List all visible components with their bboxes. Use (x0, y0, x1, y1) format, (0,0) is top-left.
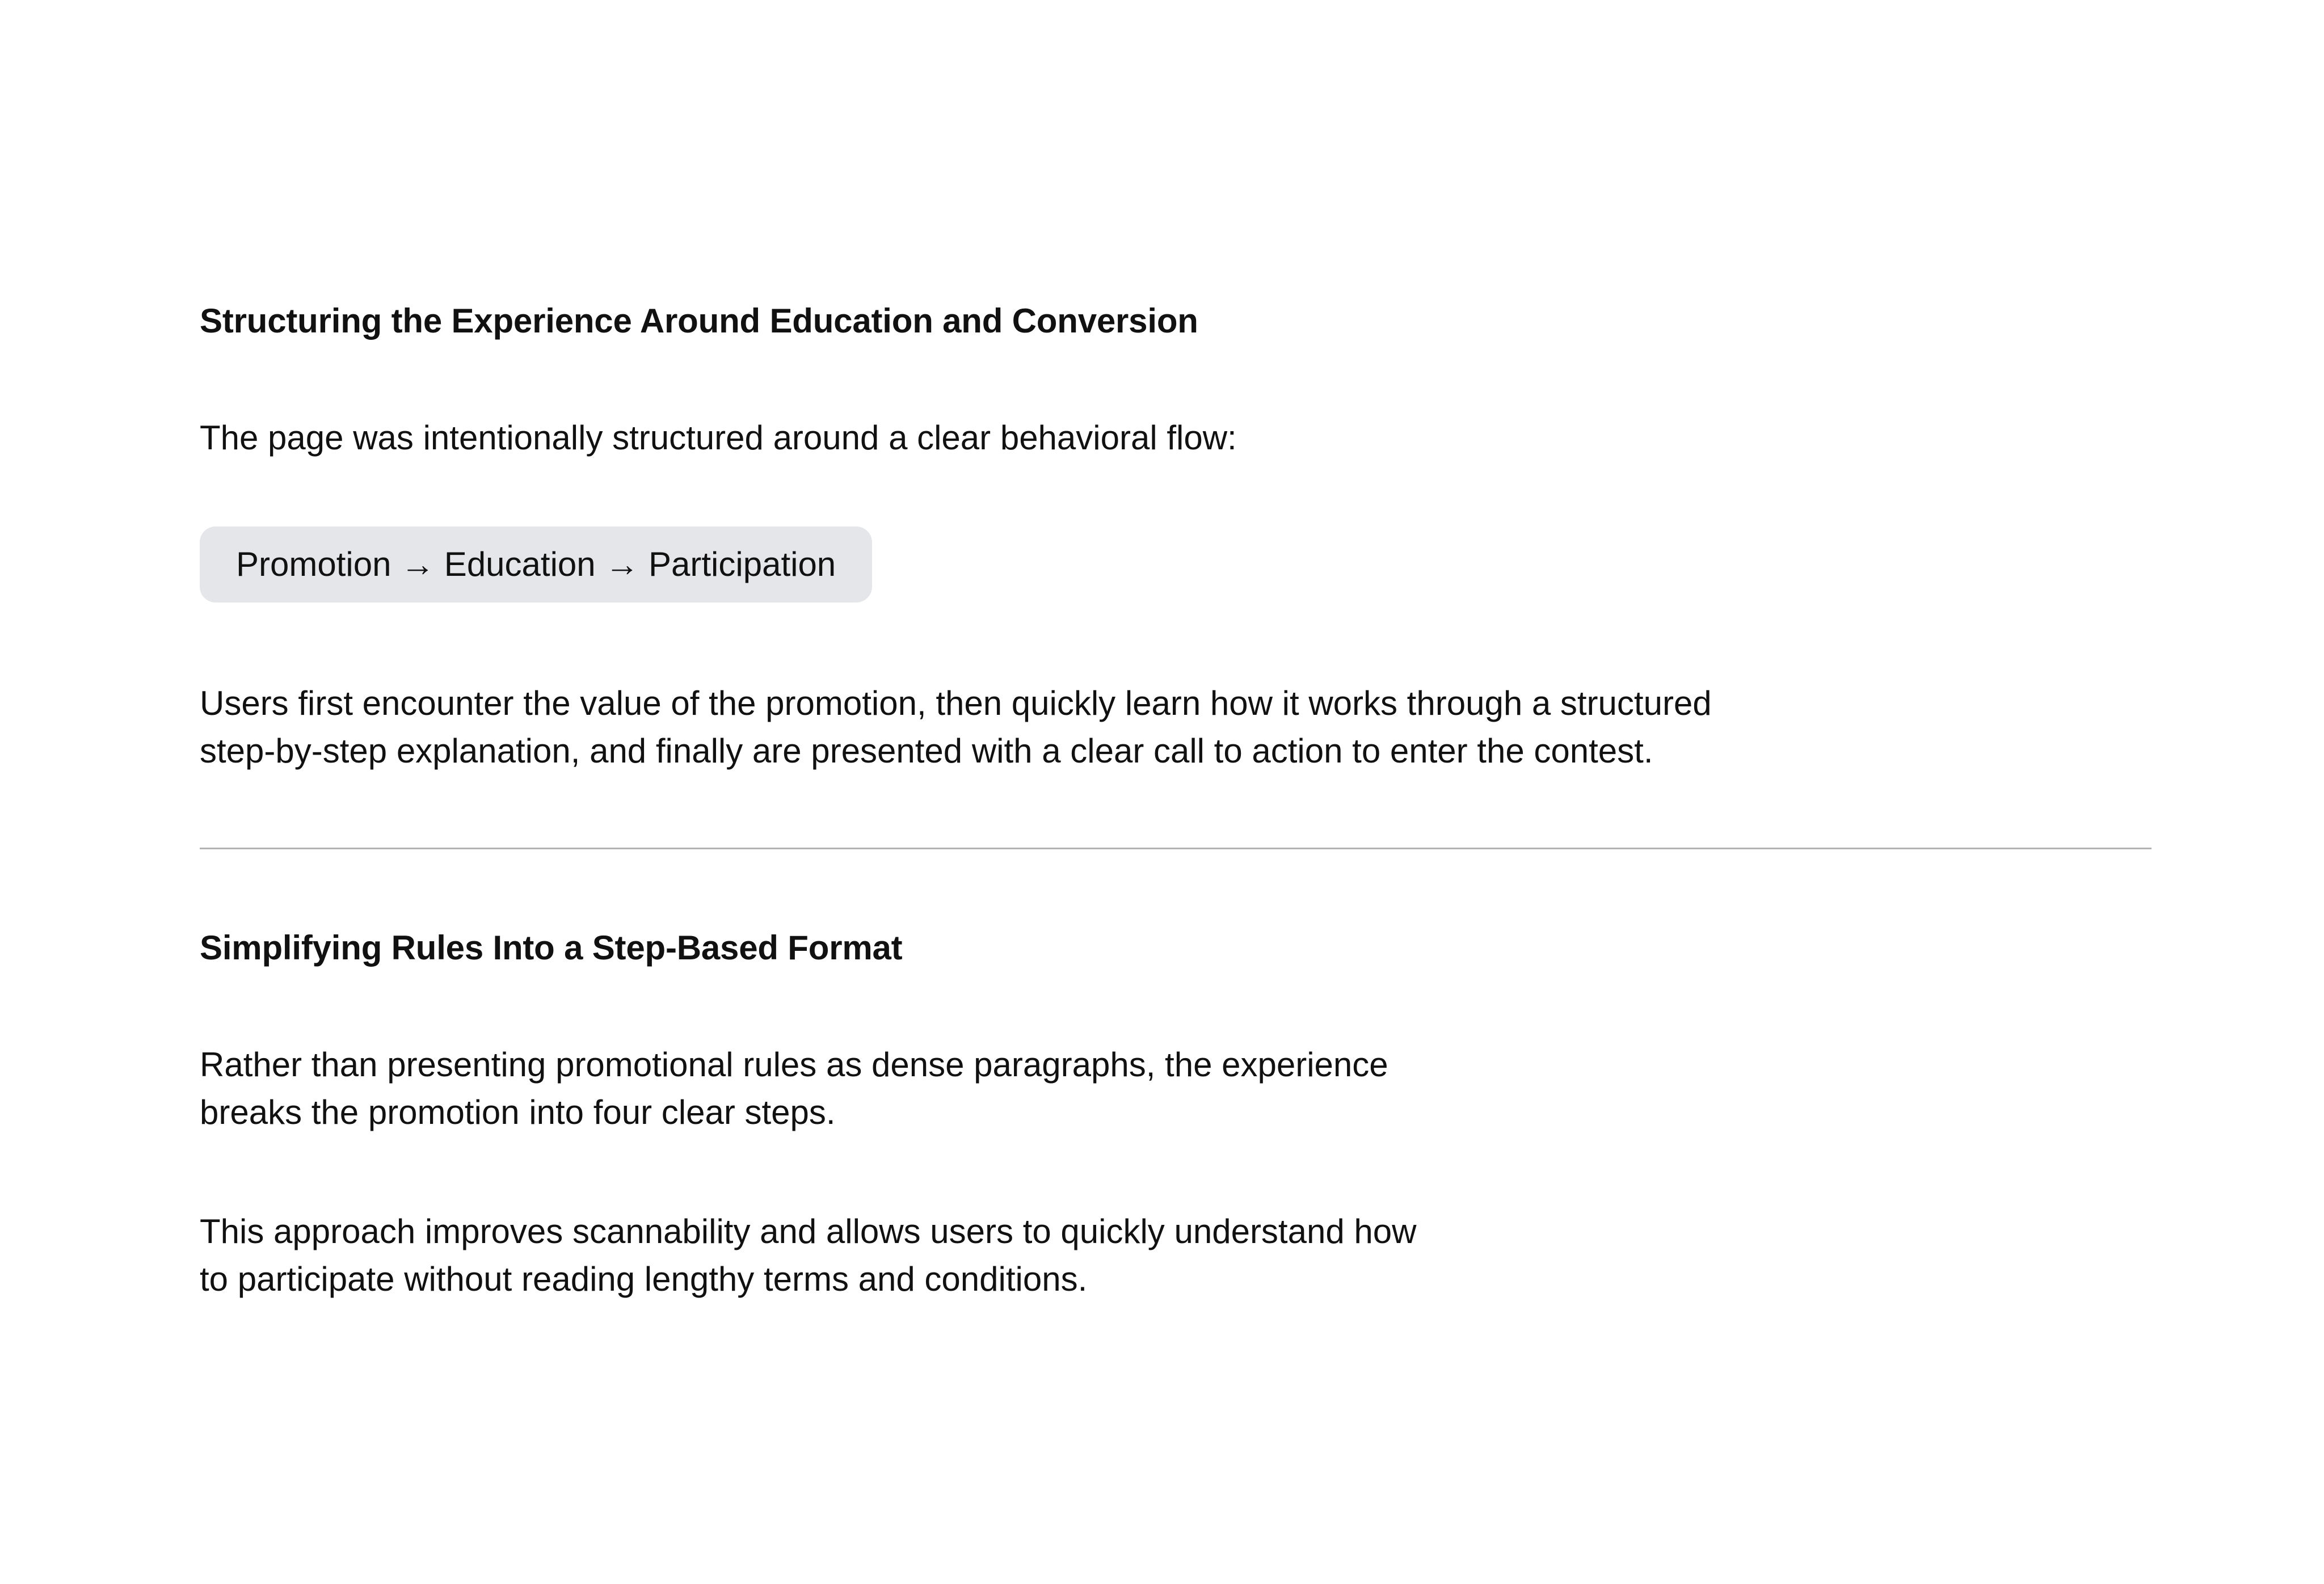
section-heading-simplifying-rules: Simplifying Rules Into a Step-Based Format (200, 929, 903, 967)
article-content (200, 295, 2152, 1303)
rules-paragraph-2-line-1: This approach improves scannability and allows users to quickly understand how (200, 1212, 1417, 1250)
section-heading-structuring-experience: Structuring the Experience Around Education and Conversion (200, 302, 1198, 340)
rules-paragraph-2 (200, 1208, 1516, 1303)
flow-explanation-paragraph (200, 680, 2072, 775)
flow-explanation-line-2: step-by-step explanation, and finally are presented with a clear call to action to enter the contest. (200, 732, 1653, 770)
rules-paragraph-1 (200, 1041, 1516, 1136)
flow-intro-text: The page was intentionally structured around a clear behavioral flow: (200, 419, 1237, 457)
flow-explanation-line-1: Users first encounter the value of the promotion, then quickly learn how it works through a structured (200, 684, 1712, 722)
rules-paragraph-1-line-1: Rather than presenting promotional rules as dense paragraphs, the experience (200, 1046, 1388, 1084)
behavioral-flow-pill: Promotion → Education → Participation (200, 526, 872, 603)
section-divider (200, 848, 2152, 849)
rules-paragraph-1-line-2: breaks the promotion into four clear steps. (200, 1093, 836, 1131)
rules-paragraph-2-line-2: to participate without reading lengthy terms and conditions. (200, 1260, 1088, 1298)
